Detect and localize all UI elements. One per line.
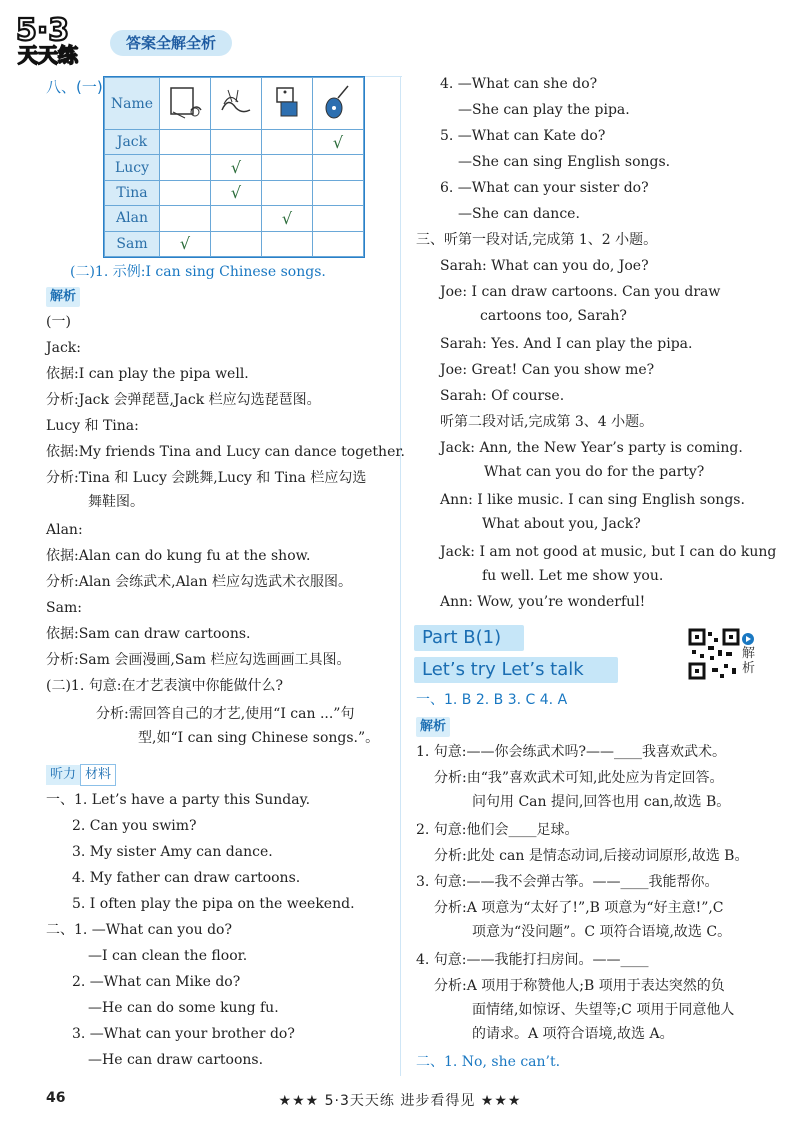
script-line: 4. My father can draw cartoons. <box>72 870 301 886</box>
script-line: 2. Can you swim? <box>72 818 197 834</box>
text-line: 面情绪,如惊讶、失望等;C 项用于同意他人 <box>472 1002 735 1018</box>
grid-row-tina <box>105 180 364 205</box>
dialogue-line: Ann: I like music. I can sing English songs. <box>440 492 745 508</box>
script-line: 3. —What can your brother do? <box>72 1026 295 1042</box>
kungfu-clothes-icon <box>262 78 313 130</box>
row-name: Lucy <box>105 155 160 180</box>
check-cell: √ <box>313 130 364 155</box>
script-line: 5. I often play the pipa on the weekend. <box>72 896 355 912</box>
check-cell <box>262 180 313 205</box>
footer-slogan: ★★★ 5·3天天练 进步看得见 ★★★ <box>278 1093 522 1109</box>
check-cell <box>262 155 313 180</box>
text-line: 的请求。A 项符合语境,故选 A。 <box>472 1026 674 1042</box>
check-cell <box>313 206 364 231</box>
jiexi-badge: 解析 <box>416 717 450 737</box>
row-name: Jack <box>105 130 160 155</box>
dialogue-line: Jack: Ann, the New Year’s party is coming. <box>440 440 743 456</box>
pipa-icon <box>160 78 211 130</box>
grid-row-jack <box>105 130 364 155</box>
qr-label: 解析 <box>742 646 756 676</box>
text-line: (一) <box>46 314 71 330</box>
text-line: Sam: <box>46 600 82 616</box>
check-cell <box>313 155 364 180</box>
text-line: 项意为“没问题”。C 项符合语境,故选 C。 <box>472 924 732 940</box>
listen-label: 听力 <box>46 765 80 785</box>
text-line: 分析:Alan 会练武术,Alan 栏应勾选武术衣服图。 <box>46 574 352 590</box>
part-title: Part B(1) <box>414 625 524 651</box>
dialogue-line: fu well. Let me show you. <box>482 568 664 584</box>
dance-shoes-icon <box>211 78 262 130</box>
dialogue-line: What can you do for the party? <box>484 464 705 480</box>
answer-key: 一、1. B 2. B 3. C 4. A <box>416 692 568 708</box>
check-cell <box>160 206 211 231</box>
part-subtitle: Let’s try Let’s talk <box>414 657 618 683</box>
text-line: 问句用 Can 提问,回答也用 can,故选 B。 <box>472 794 731 810</box>
check-cell: √ <box>160 231 211 256</box>
script-line: —She can play the pipa. <box>458 102 630 118</box>
script-line: 2. —What can Mike do? <box>72 974 241 990</box>
script-line: 4. —What can she do? <box>440 76 598 92</box>
text-line: 3. 句意:——我不会弹古筝。——____我能帮你。 <box>416 874 719 890</box>
qr-code-icon[interactable] <box>688 628 740 680</box>
check-cell <box>313 180 364 205</box>
page-number: 46 <box>46 1090 66 1106</box>
script-line: 听第二段对话,完成第 3、4 小题。 <box>440 414 654 430</box>
text-line: 分析:此处 can 是情态动词,后接动词原形,故选 B。 <box>434 848 749 864</box>
brand-logo <box>12 10 106 66</box>
dialogue-line: Joe: I can draw cartoons. Can you draw <box>440 284 721 300</box>
check-cell <box>160 155 211 180</box>
script-line: 二、1. —What can you do? <box>46 922 232 938</box>
part-heading <box>414 625 618 683</box>
dialogue-line: Sarah: Of course. <box>440 388 565 404</box>
row-name: Alan <box>105 206 160 231</box>
check-cell <box>313 231 364 256</box>
answer-grid <box>103 76 365 258</box>
text-line: 分析:Sam 会画漫画,Sam 栏应勾选画画工具图。 <box>46 652 351 668</box>
text-line: 分析:A 项用于称赞他人;B 项用于表达突然的负 <box>434 978 725 994</box>
drawing-tools-icon <box>313 78 364 130</box>
dialogue-line: Sarah: Yes. And I can play the pipa. <box>440 336 693 352</box>
page-footer <box>0 1088 800 1112</box>
script-line: —He can do some kung fu. <box>88 1000 279 1016</box>
check-cell <box>160 180 211 205</box>
svg-text:天天练: 天天练 <box>18 43 78 66</box>
script-line: 三、听第一段对话,完成第 1、2 小题。 <box>416 232 658 248</box>
grid-row-alan <box>105 206 364 231</box>
text-line: 分析:Tina 和 Lucy 会跳舞,Lucy 和 Tina 栏应勾选 <box>46 470 367 486</box>
column-divider <box>400 76 401 1076</box>
text-line: 1. 句意:——你会练武术吗?——____我喜欢武术。 <box>416 744 727 760</box>
dialogue-line: Ann: Wow, you’re wonderful! <box>440 594 646 610</box>
listening-material-badge <box>46 764 116 784</box>
check-cell: √ <box>262 206 313 231</box>
example-answer: (二)1. 示例:I can sing Chinese songs. <box>70 264 326 280</box>
material-label: 材料 <box>80 764 116 786</box>
dialogue-line: Joe: Great! Can you show me? <box>440 362 655 378</box>
text-line: 分析:需回答自己的才艺,使用“I can ...”句 <box>96 706 355 722</box>
check-cell <box>211 206 262 231</box>
check-cell: √ <box>211 155 262 180</box>
text-line: 依据:Alan can do kung fu at the show. <box>46 548 311 564</box>
text-line: Alan: <box>46 522 83 538</box>
text-line: Lucy 和 Tina: <box>46 418 139 434</box>
svg-text:5·3: 5·3 <box>16 13 70 48</box>
jiexi-badge: 解析 <box>46 287 80 307</box>
text-line: 4. 句意:——我能打扫房间。——____ <box>416 952 649 968</box>
header-tab: 答案全解全析 <box>110 30 232 56</box>
text-line: 舞鞋图。 <box>88 494 144 510</box>
text-line: 依据:Sam can draw cartoons. <box>46 626 251 642</box>
check-cell <box>262 231 313 256</box>
grid-header-name: Name <box>105 78 160 130</box>
grid-row-lucy <box>105 155 364 180</box>
text-line: 分析:Jack 会弹琵琶,Jack 栏应勾选琵琶图。 <box>46 392 321 408</box>
check-cell <box>211 231 262 256</box>
script-line: 5. —What can Kate do? <box>440 128 606 144</box>
script-line: 一、1. Let’s have a party this Sunday. <box>46 792 311 808</box>
script-line: —She can sing English songs. <box>458 154 671 170</box>
dialogue-line: What about you, Jack? <box>482 516 641 532</box>
dialogue-line: Sarah: What can you do, Joe? <box>440 258 649 274</box>
script-line: 3. My sister Amy can dance. <box>72 844 273 860</box>
text-line: (二)1. 句意:在才艺表演中你能做什么? <box>46 678 283 694</box>
check-cell: √ <box>211 180 262 205</box>
text-line: 依据:My friends Tina and Lucy can dance together. <box>46 444 405 460</box>
row-name: Sam <box>105 231 160 256</box>
check-cell <box>211 130 262 155</box>
text-line: 2. 句意:他们会____足球。 <box>416 822 579 838</box>
text-line: 分析:由“我”喜欢武术可知,此处应为肯定回答。 <box>434 770 724 786</box>
grid-row-sam <box>105 231 364 256</box>
check-cell <box>262 130 313 155</box>
dialogue-line: Jack: I am not good at music, but I can do kung <box>440 544 777 560</box>
text-line: 依据:I can play the pipa well. <box>46 366 249 382</box>
check-cell <box>160 130 211 155</box>
script-line: 6. —What can your sister do? <box>440 180 649 196</box>
text-line: 二、1. No, she can’t. <box>416 1054 561 1070</box>
row-name: Tina <box>105 180 160 205</box>
script-line: —I can clean the floor. <box>88 948 248 964</box>
text-line: 分析:A 项意为“太好了!”,B 项意为“好主意!”,C <box>434 900 724 916</box>
text-line: Jack: <box>46 340 81 356</box>
text-line: 型,如“I can sing Chinese songs.”。 <box>138 730 380 746</box>
script-line: —She can dance. <box>458 206 580 222</box>
section-8-label: 八、(一) <box>46 78 103 96</box>
script-line: —He can draw cartoons. <box>88 1052 264 1068</box>
dialogue-line: cartoons too, Sarah? <box>480 308 627 324</box>
